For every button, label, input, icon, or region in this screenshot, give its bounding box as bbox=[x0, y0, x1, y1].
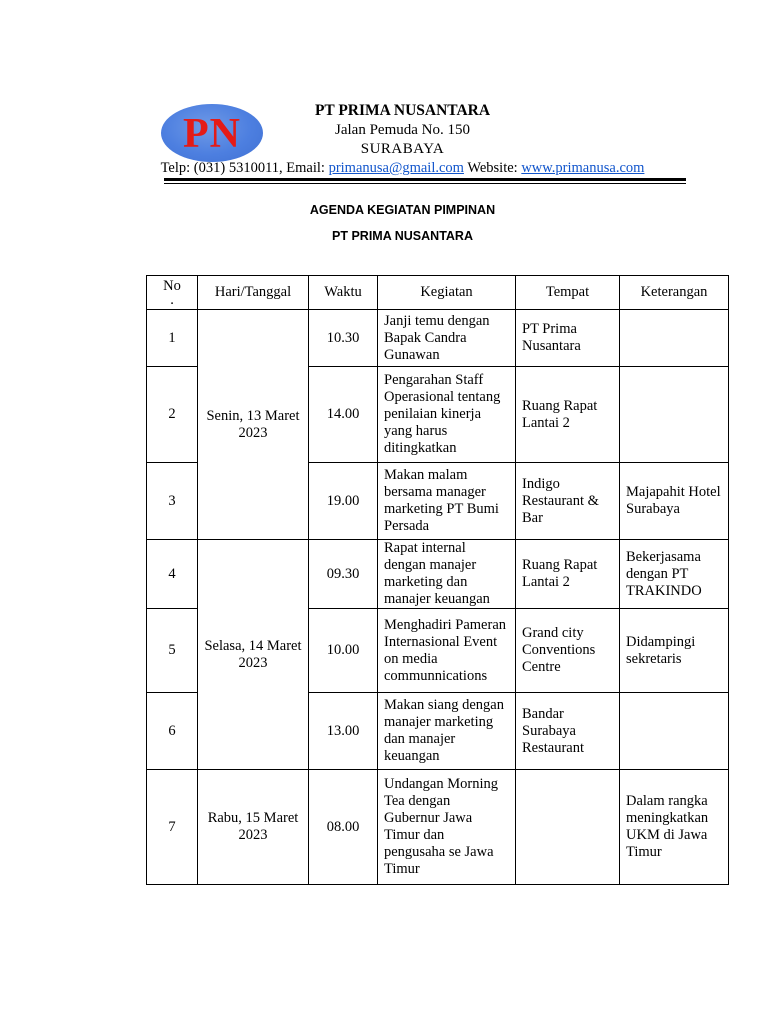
cell-activity: Makan siang dengan manajer marketing dan manajer keuangan bbox=[378, 693, 516, 770]
cell-place: Grand city Conventions Centre bbox=[516, 609, 620, 693]
company-contact bbox=[150, 160, 655, 177]
cell-place: Bandar Surabaya Restaurant bbox=[516, 693, 620, 770]
cell-no: 6 bbox=[147, 693, 198, 770]
company-city: SURABAYA bbox=[360, 141, 445, 157]
header-no-dot: . bbox=[170, 291, 174, 308]
letterhead-rule-thick bbox=[164, 178, 686, 181]
cell-no: 7 bbox=[147, 770, 198, 885]
cell-note bbox=[620, 367, 729, 463]
cell-time: 14.00 bbox=[309, 367, 378, 463]
document-subtitle: PT PRIMA NUSANTARA bbox=[332, 229, 473, 243]
cell-activity: Undangan Morning Tea dengan Gubernur Jawa Timur dan pengusaha se Jawa Timur bbox=[378, 770, 516, 885]
cell-time: 08.00 bbox=[309, 770, 378, 885]
company-name: PT PRIMA NUSANTARA bbox=[314, 102, 491, 119]
website-label: Website: bbox=[463, 160, 522, 176]
cell-activity: Menghadiri Pameran Internasional Event on media communnications bbox=[378, 609, 516, 693]
cell-place: Ruang Rapat Lantai 2 bbox=[516, 367, 620, 463]
cell-activity: Janji temu dengan Bapak Candra Gunawan bbox=[378, 310, 516, 367]
cell-day: Selasa, 14 Maret 2023 bbox=[198, 540, 309, 770]
header-no bbox=[147, 276, 198, 310]
cell-note: Majapahit Hotel Surabaya bbox=[620, 463, 729, 540]
table-row bbox=[147, 540, 729, 609]
letterhead-rule-thin bbox=[164, 183, 686, 184]
cell-note: Didampingi sekretaris bbox=[620, 609, 729, 693]
cell-note: Bekerjasama dengan PT TRAKINDO bbox=[620, 540, 729, 609]
cell-activity: Makan malam bersama manager marketing PT Bumi Persada bbox=[378, 463, 516, 540]
document-title: AGENDA KEGIATAN PIMPINAN bbox=[309, 203, 496, 217]
cell-time: 09.30 bbox=[309, 540, 378, 609]
header-note: Keterangan bbox=[620, 276, 729, 310]
table-row bbox=[147, 770, 729, 885]
cell-place: PT Prima Nusantara bbox=[516, 310, 620, 367]
website-link[interactable]: www.primanusa.com bbox=[521, 160, 645, 176]
header-activity: Kegiatan bbox=[378, 276, 516, 310]
cell-place: Indigo Restaurant & Bar bbox=[516, 463, 620, 540]
email-link[interactable]: primanusa@gmail.com bbox=[328, 160, 464, 176]
cell-note bbox=[620, 693, 729, 770]
cell-day: Senin, 13 Maret 2023 bbox=[198, 310, 309, 540]
cell-day: Rabu, 15 Maret 2023 bbox=[198, 770, 309, 885]
table-row bbox=[147, 310, 729, 367]
cell-time: 10.30 bbox=[309, 310, 378, 367]
cell-time: 19.00 bbox=[309, 463, 378, 540]
cell-time: 10.00 bbox=[309, 609, 378, 693]
cell-no: 4 bbox=[147, 540, 198, 609]
company-address: Jalan Pemuda No. 150 bbox=[335, 122, 470, 138]
cell-place bbox=[516, 770, 620, 885]
cell-no: 5 bbox=[147, 609, 198, 693]
cell-note bbox=[620, 310, 729, 367]
cell-no: 2 bbox=[147, 367, 198, 463]
cell-place: Ruang Rapat Lantai 2 bbox=[516, 540, 620, 609]
cell-no: 3 bbox=[147, 463, 198, 540]
header-day: Hari/Tanggal bbox=[198, 276, 309, 310]
logo-text: PN bbox=[183, 111, 241, 157]
header-time: Waktu bbox=[309, 276, 378, 310]
cell-activity: Rapat internal dengan manajer marketing dan manajer keuangan bbox=[378, 540, 516, 609]
phone-text: Telp: (031) 5310011, Email: bbox=[160, 160, 329, 176]
header-no-text: No bbox=[163, 277, 181, 294]
agenda-table bbox=[146, 275, 729, 885]
cell-time: 13.00 bbox=[309, 693, 378, 770]
table-header-row bbox=[147, 276, 729, 310]
cell-activity: Pengarahan Staff Operasional tentang penilaian kinerja yang harus ditingkatkan bbox=[378, 367, 516, 463]
cell-no: 1 bbox=[147, 310, 198, 367]
header-place: Tempat bbox=[516, 276, 620, 310]
cell-note: Dalam rangka meningkatkan UKM di Jawa Timur bbox=[620, 770, 729, 885]
